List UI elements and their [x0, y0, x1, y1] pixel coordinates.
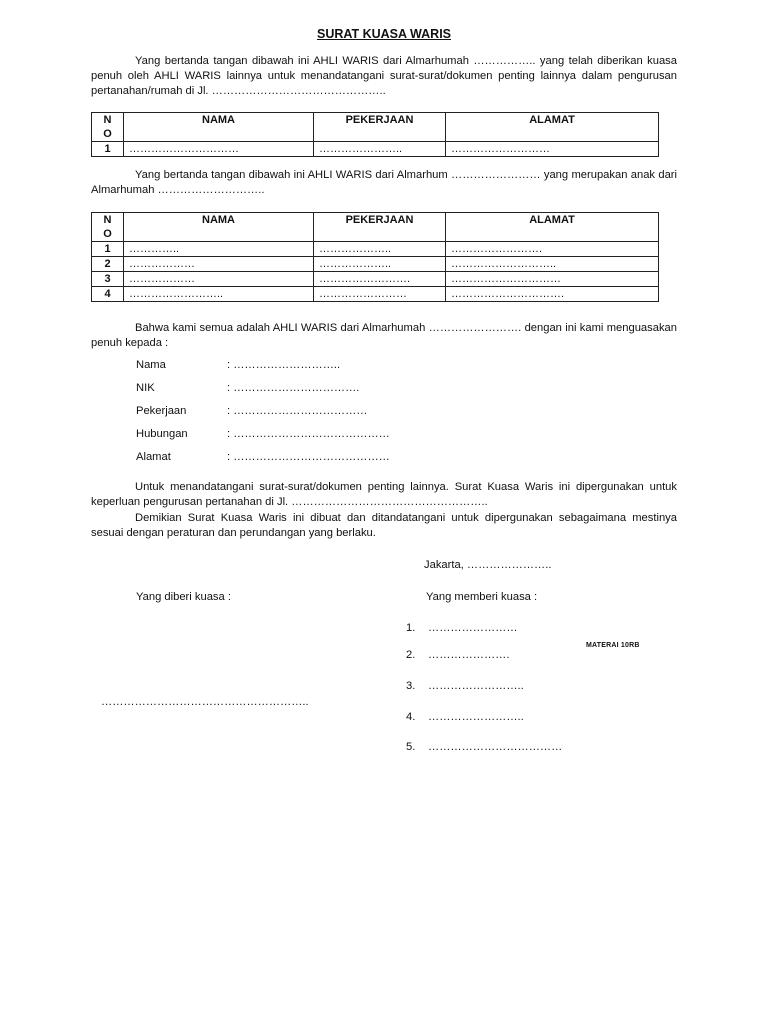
field-value: : …………………………………… — [227, 428, 390, 440]
col-header-nama: NAMA — [124, 113, 314, 142]
cell-alamat: ……………………. — [446, 242, 659, 257]
field-label: Nama — [136, 359, 166, 371]
field-hubungan — [136, 427, 536, 442]
table-row — [92, 242, 659, 257]
cell-nama: ………………………… — [124, 142, 314, 157]
signer-line-2: 2. …………………. — [406, 649, 510, 661]
cell-alamat: ………………………… — [446, 272, 659, 287]
table-row — [92, 142, 659, 157]
representative-table — [91, 112, 659, 157]
cell-pekerjaan: ………………….. — [314, 142, 446, 157]
signer-line-1: 1. …………………… — [406, 622, 518, 634]
authorization-paragraph: Bahwa kami semua adalah AHLI WARIS dari Almarhumah ……………………. dengan ini kami menguasakan penuh kepada : — [91, 322, 677, 349]
cell-no: 1 — [92, 142, 124, 157]
cell-alamat: …………………………. — [446, 287, 659, 302]
place-date: Jakarta, ………………….. — [424, 559, 552, 571]
field-value: : ……………………………… — [227, 405, 368, 417]
heir-paragraph: Yang bertanda tangan dibawah ini AHLI WARIS dari Almarhum …………………… yang merupakan anak dari Almarhumah ……………………….. — [91, 169, 677, 196]
cell-no: 2 — [92, 257, 124, 272]
cell-no: 1 — [92, 242, 124, 257]
field-nik — [136, 381, 536, 396]
field-label: Hubungan — [136, 428, 188, 440]
cell-nama: ……………… — [124, 257, 314, 272]
field-alamat — [136, 450, 536, 465]
col-header-alamat: ALAMAT — [446, 213, 659, 242]
document-title: SURAT KUASA WARIS — [316, 27, 452, 41]
cell-alamat: ……………………….. — [446, 257, 659, 272]
cell-pekerjaan: ……………………. — [314, 272, 446, 287]
materai-stamp-label: MATERAI 10RB — [586, 642, 640, 649]
intro-paragraph: Yang bertanda tangan dibawah ini AHLI WARIS dari Almarhumah …………….. yang telah diberikan kuasa penuh oleh AHLI WARIS lainnya untuk menandatangani surat-surat/dokumen penting lainnya dalam pengurusan pertanahan/rumah di Jl. ……………………………………….. — [91, 55, 677, 97]
cell-no: 3 — [92, 272, 124, 287]
table-header-row — [92, 213, 659, 242]
cell-pekerjaan: ……………….. — [314, 242, 446, 257]
field-value: : ……………………………. — [227, 382, 360, 394]
col-header-pekerjaan: PEKERJAAN — [314, 113, 446, 142]
signer-line-5: 5. ……………………………… — [406, 741, 563, 753]
field-value: : …………………………………… — [227, 451, 390, 463]
cell-pekerjaan: ……………….. — [314, 257, 446, 272]
col-header-no: N O — [92, 213, 124, 242]
signer-line-3: 3. …………………….. — [406, 680, 524, 692]
cell-nama: ……………… — [124, 272, 314, 287]
col-header-nama: NAMA — [124, 213, 314, 242]
field-label: Pekerjaan — [136, 405, 187, 417]
field-label: NIK — [136, 382, 155, 394]
closing-paragraph: Demikian Surat Kuasa Waris ini dibuat dan ditandatangani untuk dipergunakan sebagaimana mestinya sesuai dengan peraturan dan perundangan yang berlaku. — [91, 512, 677, 539]
table-row — [92, 287, 659, 302]
field-value: : ……………………….. — [227, 359, 341, 371]
col-header-pekerjaan: PEKERJAAN — [314, 213, 446, 242]
col-header-alamat: ALAMAT — [446, 113, 659, 142]
giver-label: Yang memberi kuasa : — [426, 591, 538, 603]
heirs-table — [91, 212, 659, 302]
purpose-paragraph: Untuk menandatangani surat-surat/dokumen penting lainnya. Surat Kuasa Waris ini dipergunakan untuk keperluan pengurusan pertanahan di Jl. …………………………………………….. — [91, 481, 677, 508]
receiver-signature-line: ……………………………………………….. — [101, 696, 309, 708]
cell-nama: ………….. — [124, 242, 314, 257]
cell-nama: …………………….. — [124, 287, 314, 302]
col-header-no: N O — [92, 113, 124, 142]
cell-no: 4 — [92, 287, 124, 302]
table-header-row — [92, 113, 659, 142]
cell-alamat: ……………………… — [446, 142, 659, 157]
receiver-label: Yang diberi kuasa : — [136, 591, 231, 603]
field-pekerjaan — [136, 404, 536, 419]
field-label: Alamat — [136, 451, 171, 463]
signer-line-4: 4. …………………….. — [406, 711, 524, 723]
table-row — [92, 272, 659, 287]
cell-pekerjaan: …………………… — [314, 287, 446, 302]
field-nama — [136, 358, 536, 373]
table-row — [92, 257, 659, 272]
